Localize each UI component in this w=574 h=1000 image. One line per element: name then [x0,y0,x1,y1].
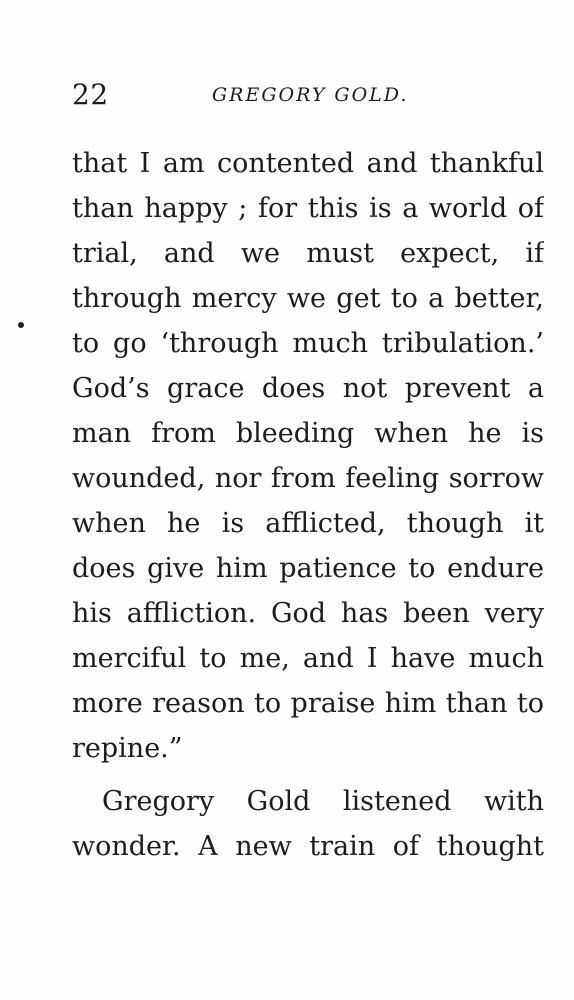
text-line: wounded, nor from feeling sorrow [72,463,544,494]
text-line: trial, and we must expect, if [72,238,544,269]
text-line: that I am contented and thankful [72,148,544,179]
text-line: man from bleeding when he is [72,418,544,449]
text-line: when he is afflicted, though it [72,508,544,539]
text-line: more reason to praise him than to [72,688,544,719]
text-line: does give him patience to endure [72,553,544,584]
body-text [72,146,544,874]
text-line: repine.” [72,733,183,764]
text-line: God’s grace does not prevent a [72,373,544,404]
text-line: through mercy we get to a better, [72,283,544,314]
paragraph-1 [72,146,544,776]
text-line: merciful to me, and I have much [72,643,544,674]
page-header [72,78,544,118]
text-line: than happy ; for this is a world of [72,193,544,224]
text-line: his affliction. God has been very [72,598,544,629]
paragraph-gap [72,776,544,784]
page-number: 22 [72,78,109,111]
paragraph-2 [72,784,544,874]
margin-speck [18,322,24,328]
running-title: GREGORY GOLD. [212,84,409,106]
text-line: wonder. A new train of thought [72,831,544,862]
text-line: to go ‘through much tribulation.’ [72,328,544,359]
text-line: Gregory Gold listened with [102,786,544,817]
